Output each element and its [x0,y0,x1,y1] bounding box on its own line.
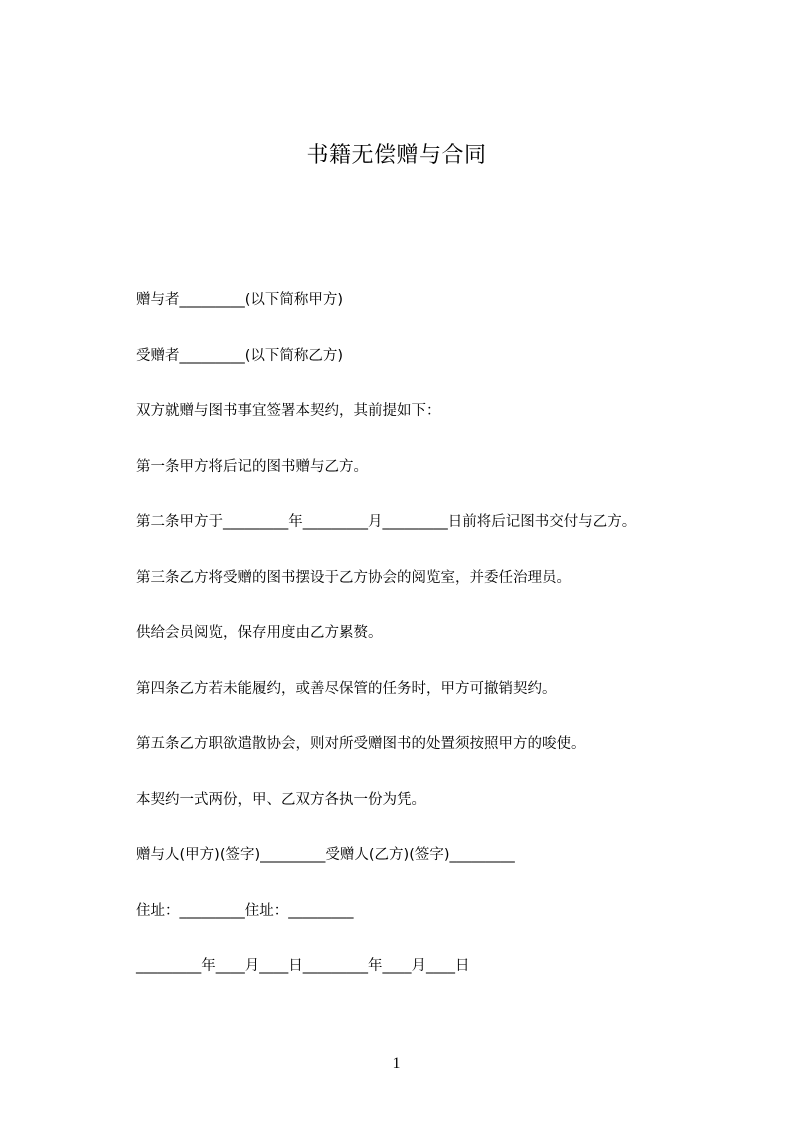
article-5: 第五条乙方职欲遣散协会，则对所受赠图书的处置须按照甲方的唆使。 [136,736,586,752]
copies-clause: 本契约一式两份，甲、乙双方各执一份为凭。 [136,791,426,808]
date-line: _________年____月____日_________年____月____日 [136,958,470,974]
signature-line: 赠与人(甲方)(签字)_________受赠人(乙方)(签字)_________ [136,847,515,863]
address-line: 住址：_________住址：_________ [136,902,354,919]
contract-body [136,289,736,1011]
page-number: 1 [392,1055,401,1072]
donor-line: 赠与者_________(以下简称甲方) [136,292,344,308]
preamble-line: 双方就赠与图书事宜签署本契约，其前提如下： [136,403,441,419]
article-2: 第二条甲方于_________年_________月_________日前将后记图书交付与乙方。 [136,514,637,530]
recipient-line: 受赠者_________(以下简称乙方) [136,347,344,364]
article-4: 第四条乙方若未能履约，或善尽保管的任务时，甲方可撤销契约。 [136,680,557,697]
document-title: 书籍无偿赠与合同 [306,143,487,168]
article-1: 第一条甲方将后记的图书赠与乙方。 [136,458,368,475]
article-3: 第三条乙方将受赠的图书摆设于乙方协会的阅览室，并委任治理员。 [136,569,571,586]
article-3-continuation: 供给会员阅览，保存用度由乙方累赘。 [136,625,383,641]
